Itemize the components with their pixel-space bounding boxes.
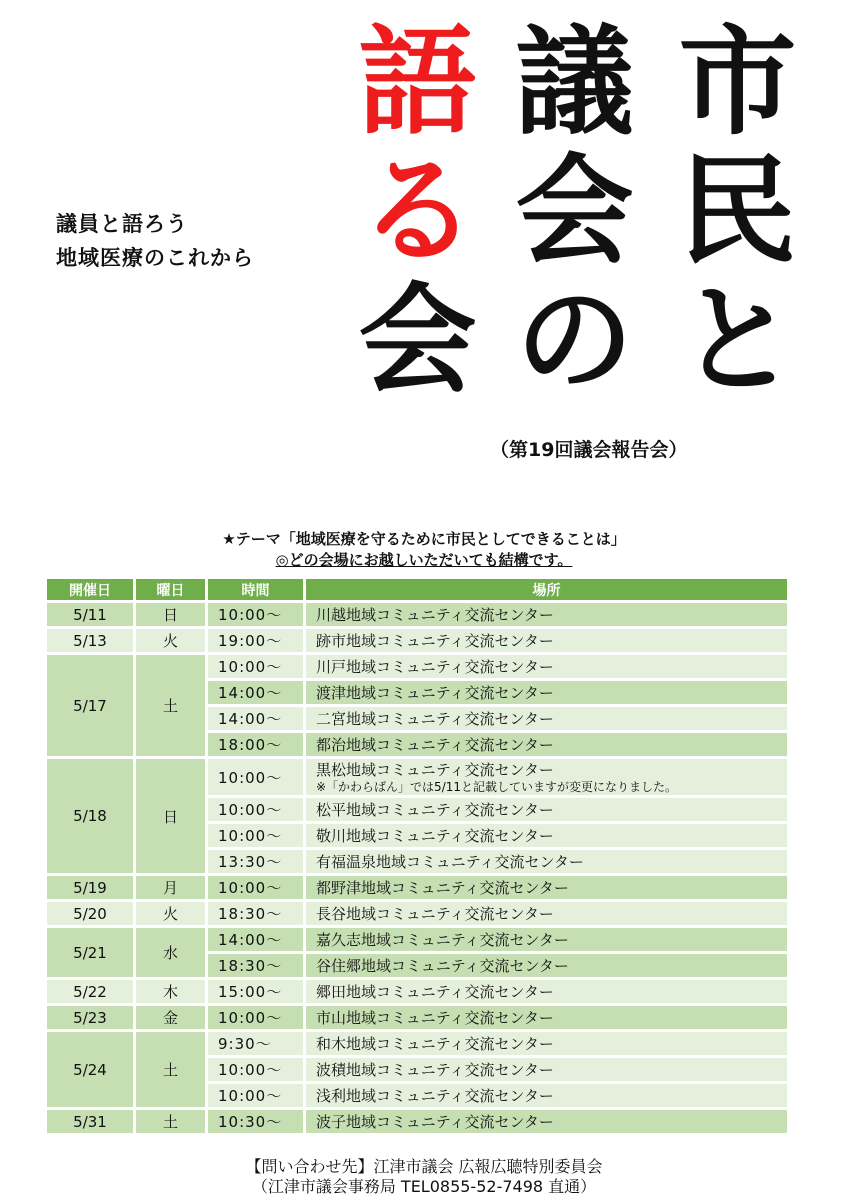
place-cell: 川越地域コミュニティ交流センター	[306, 603, 787, 626]
time-cell: 10:00〜	[208, 759, 303, 795]
header-time: 時間	[208, 579, 303, 600]
table-row	[47, 629, 787, 652]
time-cell: 18:30〜	[208, 954, 303, 977]
date-cell: 5/24	[47, 1032, 133, 1107]
day-cell: 土	[136, 1032, 205, 1107]
time-cell: 10:30〜	[208, 1110, 303, 1133]
table-row	[47, 759, 787, 795]
title-char: と	[678, 271, 797, 409]
contact-line1: 【問い合わせ先】江津市議会 広報広聴特別委員会	[245, 1157, 603, 1176]
time-cell: 14:00〜	[208, 928, 303, 951]
title-char: 民	[678, 142, 797, 280]
theme-text: ★テーマ「地域医療を守るために市民としてできることは」	[222, 530, 626, 548]
time-cell: 10:00〜	[208, 798, 303, 821]
day-cell: 金	[136, 1006, 205, 1029]
title-char: 市	[678, 13, 797, 151]
title-column-1	[670, 13, 805, 409]
place-cell: 長谷地域コミュニティ交流センター	[306, 902, 787, 925]
title-char: 会	[358, 271, 477, 409]
place-cell: 都治地域コミュニティ交流センター	[306, 733, 787, 756]
day-cell: 水	[136, 928, 205, 977]
header-date: 開催日	[47, 579, 133, 600]
title-char-red: る	[358, 142, 477, 280]
title-char-red: 語	[358, 13, 477, 151]
table-row	[47, 603, 787, 626]
title-char: 議	[515, 13, 634, 151]
place-cell: 跡市地域コミュニティ交流センター	[306, 629, 787, 652]
place-cell: 郷田地域コミュニティ交流センター	[306, 980, 787, 1003]
time-cell: 10:00〜	[208, 824, 303, 847]
place-cell	[306, 759, 787, 795]
header-day: 曜日	[136, 579, 205, 600]
time-cell: 18:30〜	[208, 902, 303, 925]
day-cell: 火	[136, 902, 205, 925]
table-row	[47, 1032, 787, 1055]
change-note: ※「かわらばん」では5/11と記載していますが変更になりました。	[316, 780, 678, 794]
date-cell: 5/21	[47, 928, 133, 977]
session-label: （第19回議会報告会）	[490, 439, 688, 461]
time-cell: 10:00〜	[208, 655, 303, 678]
day-cell: 月	[136, 876, 205, 899]
table-row	[47, 980, 787, 1003]
place-cell: 谷住郷地域コミュニティ交流センター	[306, 954, 787, 977]
day-cell: 火	[136, 629, 205, 652]
place-text: 黒松地域コミュニティ交流センター	[316, 761, 554, 779]
date-cell: 5/19	[47, 876, 133, 899]
time-cell: 10:00〜	[208, 876, 303, 899]
time-cell: 10:00〜	[208, 1084, 303, 1107]
table-row	[47, 876, 787, 899]
place-cell: 浅利地域コミュニティ交流センター	[306, 1084, 787, 1107]
day-cell: 土	[136, 1110, 205, 1133]
date-cell: 5/23	[47, 1006, 133, 1029]
time-cell: 13:30〜	[208, 850, 303, 873]
time-cell: 10:00〜	[208, 1058, 303, 1081]
date-cell: 5/11	[47, 603, 133, 626]
contact-line2: （江津市議会事務局 TEL0855-52-7498 直通）	[251, 1177, 597, 1196]
table-row	[47, 1006, 787, 1029]
date-cell: 5/13	[47, 629, 133, 652]
place-cell: 嘉久志地域コミュニティ交流センター	[306, 928, 787, 951]
place-cell: 二宮地域コミュニティ交流センター	[306, 707, 787, 730]
place-cell: 川戸地域コミュニティ交流センター	[306, 655, 787, 678]
date-cell: 5/18	[47, 759, 133, 873]
time-cell: 10:00〜	[208, 1006, 303, 1029]
place-cell: 市山地域コミュニティ交流センター	[306, 1006, 787, 1029]
subtitle-line2: 地域医療のこれから	[56, 246, 254, 270]
time-cell: 14:00〜	[208, 707, 303, 730]
day-cell: 日	[136, 603, 205, 626]
place-cell: 都野津地域コミュニティ交流センター	[306, 876, 787, 899]
subtitle-line1: 議員と語ろう	[56, 212, 188, 236]
place-cell: 松平地域コミュニティ交流センター	[306, 798, 787, 821]
day-cell: 土	[136, 655, 205, 756]
day-cell: 木	[136, 980, 205, 1003]
header-place: 場所	[306, 579, 787, 600]
title-column-3	[350, 13, 485, 409]
table-row	[47, 655, 787, 678]
table-row	[47, 902, 787, 925]
schedule-table	[44, 576, 790, 1136]
title-char: の	[515, 271, 634, 409]
time-cell: 9:30〜	[208, 1032, 303, 1055]
table-row	[47, 1110, 787, 1133]
venue-note: ◎どの会場にお越しいただいても結構です。	[275, 551, 573, 569]
day-cell: 日	[136, 759, 205, 873]
place-cell: 和木地域コミュニティ交流センター	[306, 1032, 787, 1055]
place-cell: 有福温泉地域コミュニティ交流センター	[306, 850, 787, 873]
time-cell: 14:00〜	[208, 681, 303, 704]
title-column-2	[507, 13, 642, 409]
place-cell: 波積地域コミュニティ交流センター	[306, 1058, 787, 1081]
date-cell: 5/20	[47, 902, 133, 925]
date-cell: 5/22	[47, 980, 133, 1003]
place-cell: 敬川地域コミュニティ交流センター	[306, 824, 787, 847]
table-row	[47, 928, 787, 951]
date-cell: 5/31	[47, 1110, 133, 1133]
time-cell: 10:00〜	[208, 603, 303, 626]
time-cell: 15:00〜	[208, 980, 303, 1003]
date-cell: 5/17	[47, 655, 133, 756]
time-cell: 18:00〜	[208, 733, 303, 756]
title-char: 会	[515, 142, 634, 280]
place-cell: 波子地域コミュニティ交流センター	[306, 1110, 787, 1133]
place-cell: 渡津地域コミュニティ交流センター	[306, 681, 787, 704]
time-cell: 19:00〜	[208, 629, 303, 652]
